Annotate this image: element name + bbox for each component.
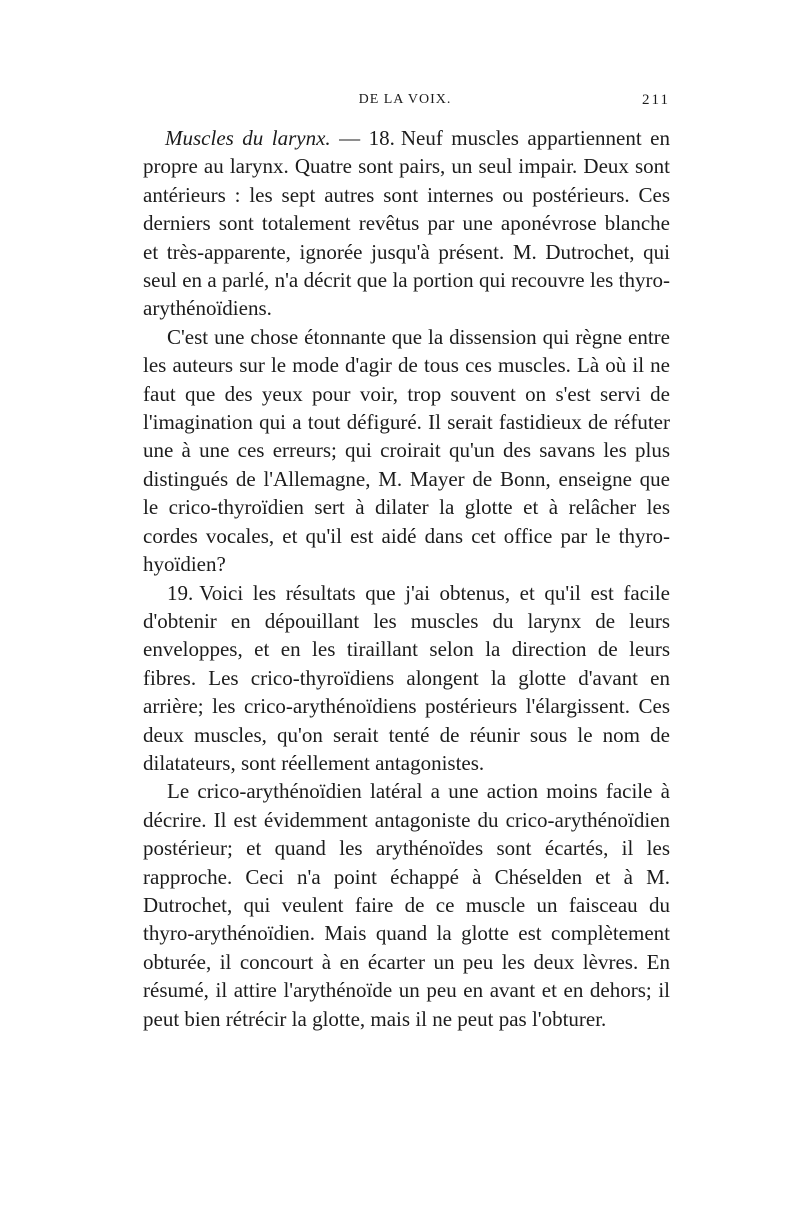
- heading-dash: —: [330, 126, 369, 150]
- section-18-text: Neuf muscles appartiennent en propre au larynx. Quatre sont pairs, un seul impair. Deux sont antérieurs : les sept autres sont internes ou postérieurs. Ces derniers sont totalement revêtus par une aponévrose blanche et très-apparente, ignorée jusqu'à présent. M. Dutrochet, qui seul en a parlé, n'a décrit que la portion qui recouvre les thyro-arythénoïdiens.: [143, 126, 670, 321]
- paragraph-muscles-du-larynx: [143, 124, 670, 323]
- section-number-19: 19.: [167, 580, 194, 605]
- page-number: 211: [642, 92, 670, 108]
- body-text: [143, 124, 670, 1033]
- running-title: DE LA VOIX.: [358, 92, 452, 107]
- paragraph-crico-arythenoidien-lateral: Le crico-arythénoïdien latéral a une action moins facile à décrire. Il est évidemment antagoniste du crico-arythénoïdien postérieur; et quand les arythénoïdes sont écartés, il les rapproche. Ceci n'a point échappé à Chéselden et à M. Dutrochet, qui veulent faire de ce muscle un faisceau du thyro-arythénoïdien. Mais quand la glotte est complètement obturée, il concourt à en écarter un peu les deux lèvres. En résumé, il attire l'arythénoïde un peu en avant et en dehors; il peut bien rétrécir la glotte, mais il ne peut pas l'obturer.: [143, 779, 670, 1031]
- running-head: [140, 92, 670, 114]
- section-number-18: 18.: [368, 126, 395, 150]
- section-heading: Muscles du larynx.: [165, 126, 331, 150]
- paragraph-dissension: C'est une chose étonnante que la dissension qui règne entre les auteurs sur le mode d'agir de tous ces muscles. Là où il ne faut que des yeux pour voir, trop souvent on s'est servi de l'imagination qui a tout défiguré. Il serait fastidieux de réfuter une à une ces erreurs; qui croirait qu'un des savans les plus distingués de l'Allemagne, M. Mayer de Bonn, enseigne que le crico-thyroïdien sert à dilater la glotte et à relâcher les cordes vocales, et qu'il est aidé dans cet office par le thyro-hyoïdien?: [143, 324, 670, 577]
- paragraph-section-19: [143, 579, 670, 778]
- section-19-text: Voici les résultats que j'ai obtenus, et qu'il est facile d'obtenir en dépouillant les muscles du larynx de leurs enveloppes, et en les tiraillant selon la direction de leurs fibres. Les crico-thyroïdiens alongent la glotte d'avant en arrière; les crico-arythénoïdiens postérieurs l'élargissent. Ces deux muscles, qu'on serait tenté de réunir sous le nom de dilatateurs, sont réellement antagonistes.: [143, 580, 670, 775]
